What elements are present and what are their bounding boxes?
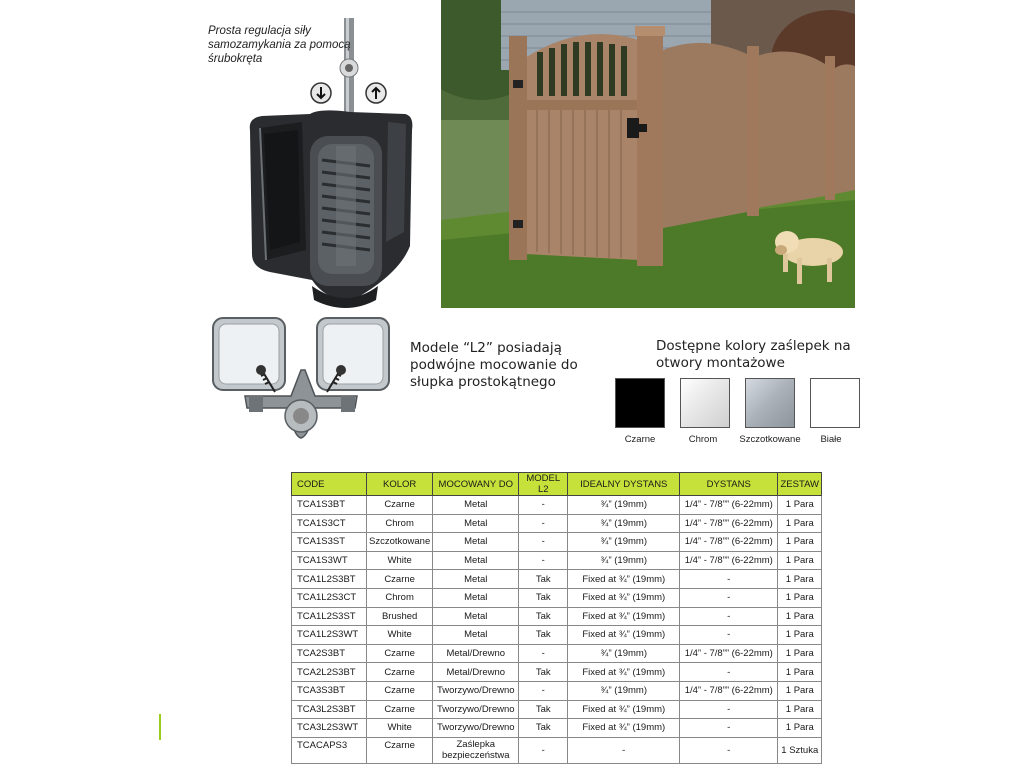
cell-distance: 1/4” - 7/8”” (6-22mm) [680, 496, 778, 515]
cell-mount: Metal [433, 551, 519, 570]
cell-code: TCA1L2S3WT [292, 626, 367, 645]
cell-kit: 1 Para [778, 681, 822, 700]
cell-distance: - [680, 607, 778, 626]
cell-distance: - [680, 663, 778, 682]
table-row [292, 644, 822, 663]
cell-mount: Tworzywo/Drewno [433, 700, 519, 719]
swatch-chrome [680, 378, 730, 428]
cell-mount: Zaślepka bezpieczeństwa [433, 737, 519, 763]
table-row [292, 719, 822, 738]
cell-model-l2: Tak [519, 626, 568, 645]
cell-distance: - [680, 588, 778, 607]
col-header-distance: DYSTANS [680, 473, 778, 496]
table-row [292, 570, 822, 589]
cell-distance: 1/4” - 7/8”” (6-22mm) [680, 681, 778, 700]
swatch-label-chrome: Chrom [688, 434, 718, 445]
swatch-label-brushed: Szczotkowane [739, 434, 801, 445]
cell-kit: 1 Sztuka [778, 737, 822, 763]
cell-ideal-distance: Fixed at ¾” (19mm) [568, 663, 680, 682]
cell-mount: Metal [433, 570, 519, 589]
cell-distance: 1/4” - 7/8”” (6-22mm) [680, 551, 778, 570]
col-header-ideal-distance: IDEALNY DYSTANS [568, 473, 680, 496]
cell-kit: 1 Para [778, 700, 822, 719]
cell-model-l2: Tak [519, 607, 568, 626]
cell-kit: 1 Para [778, 496, 822, 515]
cell-kit: 1 Para [778, 607, 822, 626]
table-row [292, 514, 822, 533]
cell-ideal-distance: Fixed at ¾” (19mm) [568, 607, 680, 626]
table-row [292, 700, 822, 719]
table-row [292, 607, 822, 626]
cell-kit: 1 Para [778, 551, 822, 570]
cell-mount: Metal [433, 533, 519, 552]
cell-kit: 1 Para [778, 626, 822, 645]
cell-ideal-distance: ¾” (19mm) [568, 496, 680, 515]
cell-distance: - [680, 626, 778, 645]
cell-distance: 1/4” - 7/8”” (6-22mm) [680, 533, 778, 552]
table-body [292, 496, 822, 764]
cell-color: Chrom [367, 588, 433, 607]
fence-gate-image [441, 0, 855, 308]
col-header-code: CODE [292, 473, 367, 496]
cell-distance: - [680, 719, 778, 738]
table-row [292, 551, 822, 570]
table-row [292, 626, 822, 645]
cell-code: TCA1S3BT [292, 496, 367, 515]
cell-ideal-distance: - [568, 737, 680, 763]
swatch-brushed [745, 378, 795, 428]
cell-distance: 1/4” - 7/8”” (6-22mm) [680, 644, 778, 663]
cell-kit: 1 Para [778, 588, 822, 607]
cap-colors-title: Dostępne kolory zaślepek na otwory montażowe [656, 338, 851, 371]
cell-mount: Metal/Drewno [433, 644, 519, 663]
cell-model-l2: - [519, 514, 568, 533]
table-header-row [292, 473, 822, 496]
l2-mount-diagram [205, 312, 400, 452]
table-row [292, 496, 822, 515]
cell-kit: 1 Para [778, 663, 822, 682]
cell-kit: 1 Para [778, 570, 822, 589]
l2-description: Modele “L2” posiadają podwójne mocowanie do słupka prostokątnego [410, 340, 578, 390]
cell-code: TCA1L2S3ST [292, 607, 367, 626]
cell-code: TCA3L2S3WT [292, 719, 367, 738]
col-header-mount: MOCOWANY DO [433, 473, 519, 496]
table-row [292, 737, 822, 763]
cell-model-l2: - [519, 644, 568, 663]
cell-color: Czarne [367, 737, 433, 763]
cell-color: Czarne [367, 681, 433, 700]
cell-ideal-distance: Fixed at ¾” (19mm) [568, 719, 680, 738]
col-header-kit: ZESTAW [778, 473, 822, 496]
hinge-caption: Prosta regulacja siły samozamykania za pomocą śrubokręta [208, 25, 351, 65]
table-row [292, 681, 822, 700]
swatch-white [810, 378, 860, 428]
cell-ideal-distance: ¾” (19mm) [568, 644, 680, 663]
cell-kit: 1 Para [778, 514, 822, 533]
cell-mount: Metal [433, 588, 519, 607]
cell-model-l2: - [519, 681, 568, 700]
cell-kit: 1 Para [778, 644, 822, 663]
accent-marker [159, 714, 161, 740]
cell-distance: - [680, 570, 778, 589]
col-header-color: KOLOR [367, 473, 433, 496]
hinge-illustration [200, 10, 428, 310]
cell-color: Czarne [367, 570, 433, 589]
cell-color: White [367, 551, 433, 570]
cell-model-l2: - [519, 737, 568, 763]
swatch-label-white: Białe [820, 434, 842, 445]
cell-mount: Metal [433, 496, 519, 515]
cell-code: TCA1S3ST [292, 533, 367, 552]
cell-distance: - [680, 700, 778, 719]
cell-distance: 1/4” - 7/8”” (6-22mm) [680, 514, 778, 533]
cell-mount: Tworzywo/Drewno [433, 719, 519, 738]
cell-kit: 1 Para [778, 533, 822, 552]
cell-color: Czarne [367, 496, 433, 515]
cell-mount: Tworzywo/Drewno [433, 681, 519, 700]
cell-kit: 1 Para [778, 719, 822, 738]
cell-mount: Metal [433, 514, 519, 533]
cell-model-l2: Tak [519, 588, 568, 607]
cell-ideal-distance: Fixed at ¾” (19mm) [568, 700, 680, 719]
table-row [292, 533, 822, 552]
cell-color: Chrom [367, 514, 433, 533]
product-spec-table [291, 472, 822, 764]
swatch-black [615, 378, 665, 428]
table-row [292, 663, 822, 682]
cell-code: TCA1L2S3BT [292, 570, 367, 589]
cell-ideal-distance: Fixed at ¾” (19mm) [568, 626, 680, 645]
cell-color: Szczotkowane [367, 533, 433, 552]
cell-color: White [367, 719, 433, 738]
cell-code: TCA1S3WT [292, 551, 367, 570]
cell-model-l2: Tak [519, 663, 568, 682]
cell-mount: Metal [433, 607, 519, 626]
cell-distance: - [680, 737, 778, 763]
cell-model-l2: - [519, 533, 568, 552]
cell-code: TCACAPS3 [292, 737, 367, 763]
cell-code: TCA3S3BT [292, 681, 367, 700]
cell-code: TCA2L2S3BT [292, 663, 367, 682]
cell-model-l2: Tak [519, 719, 568, 738]
swatch-label-black: Czarne [624, 434, 656, 445]
cell-model-l2: - [519, 496, 568, 515]
cell-code: TCA2S3BT [292, 644, 367, 663]
cell-ideal-distance: Fixed at ¾” (19mm) [568, 588, 680, 607]
cell-ideal-distance: ¾” (19mm) [568, 533, 680, 552]
cell-mount: Metal [433, 626, 519, 645]
cell-color: Czarne [367, 663, 433, 682]
cell-ideal-distance: Fixed at ¾” (19mm) [568, 570, 680, 589]
col-header-model-l2: MODEL L2 [519, 473, 568, 496]
cell-model-l2: Tak [519, 570, 568, 589]
cell-color: Czarne [367, 644, 433, 663]
fence-photo [441, 0, 855, 308]
cell-mount: Metal/Drewno [433, 663, 519, 682]
cell-model-l2: - [519, 551, 568, 570]
cell-color: Czarne [367, 700, 433, 719]
cell-code: TCA1S3CT [292, 514, 367, 533]
cell-ideal-distance: ¾” (19mm) [568, 514, 680, 533]
cell-model-l2: Tak [519, 700, 568, 719]
cell-ideal-distance: ¾” (19mm) [568, 551, 680, 570]
cell-color: White [367, 626, 433, 645]
cell-code: TCA3L2S3BT [292, 700, 367, 719]
cell-code: TCA1L2S3CT [292, 588, 367, 607]
table-row [292, 588, 822, 607]
cell-color: Brushed [367, 607, 433, 626]
cell-ideal-distance: ¾” (19mm) [568, 681, 680, 700]
